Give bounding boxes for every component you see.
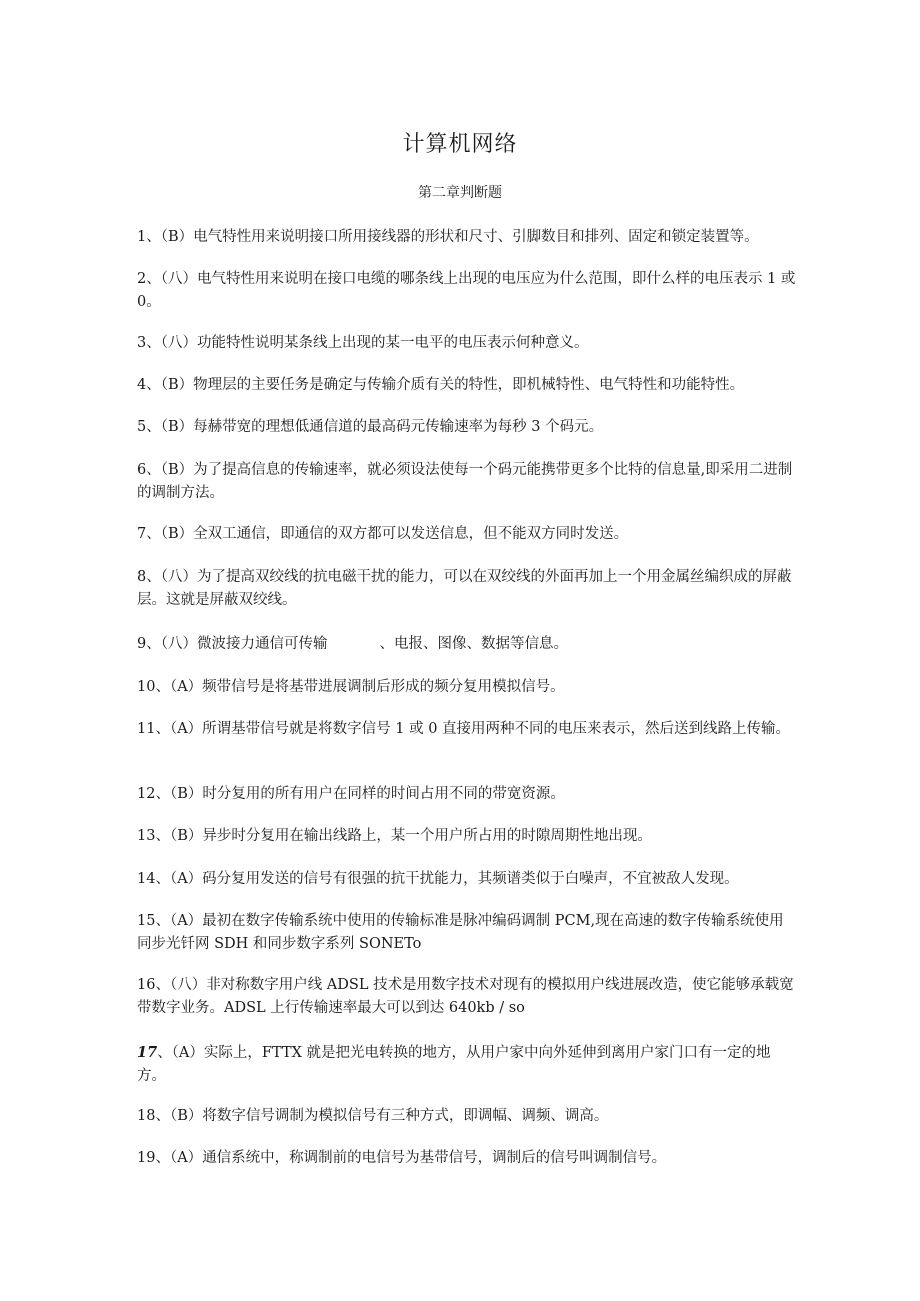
question-item [137, 268, 797, 314]
question-number: 4 [137, 377, 147, 393]
question-number: 10 [137, 679, 156, 695]
question-number: 12 [137, 786, 156, 802]
question-item [137, 783, 797, 806]
question-text: 、（B）为了提高信息的传输速率，就必须设法使每一个码元能携带更多个比特的信息量,即采用二进制的调制方法。 [137, 462, 793, 501]
question-number: 15 [137, 913, 156, 929]
question-item [137, 374, 797, 397]
question-number: 17 [137, 1044, 158, 1061]
question-number: 19 [137, 1150, 156, 1166]
question-text: 、（B）时分复用的所有用户在同样的时间占用不同的带宽资源。 [155, 786, 565, 802]
question-item [137, 416, 797, 439]
page-title: 计算机网络 [402, 132, 518, 157]
question-item [137, 868, 797, 891]
question-text: 、（A）最初在数字传输系统中使用的传输标准是脉冲编码调制 PCM,现在高速的数字传输系统使用同步光钎网 SDH 和同步数字系列 SONETo [137, 913, 784, 952]
question-item [137, 910, 797, 956]
question-number: 18 [137, 1108, 156, 1124]
chapter-subtitle: 第二章判断题 [418, 185, 502, 201]
question-number: 11 [137, 721, 156, 737]
question-text: 、（B）每赫带宽的理想低通信道的最高码元传输速率为每秒 3 个码元。 [146, 419, 604, 435]
question-number: 6 [137, 462, 147, 478]
question-number: 7 [137, 526, 147, 542]
question-item [137, 226, 797, 249]
question-text: 、（B）物理层的主要任务是确定与传输介质有关的特性，即机械特性、电气特性和功能特性。 [146, 377, 745, 393]
question-item [137, 1041, 797, 1088]
question-text: 、（A）频带信号是将基带进展调制后形成的频分复用模拟信号。 [155, 679, 565, 695]
question-item [137, 825, 797, 848]
question-text: 、（八）非对称数字用户线 ADSL 技术是用数字技术对现有的模拟用户线进展改造，使它能够承载宽带数字业务。ADSL 上行传输速率最大可以到达 640kb / so [137, 977, 794, 1016]
question-item [137, 459, 797, 505]
question-text: 、（八）电气特性用来说明在接口电缆的哪条线上出现的电压应为什么范围，即什么样的电压表示 1 或 0。 [137, 271, 796, 310]
question-text: 、（B）将数字信号调制为模拟信号有三种方式，即调幅、调频、调高。 [155, 1108, 609, 1124]
question-text: 、（B）电气特性用来说明接口所用接线器的形状和尺寸、引脚数目和排列、固定和锁定装置等。 [146, 229, 759, 245]
question-text: 、（八）微波接力通信可传输 [146, 636, 328, 652]
question-item [137, 332, 797, 355]
question-number: 8 [137, 569, 147, 585]
question-number: 14 [137, 871, 156, 887]
question-number: 9 [137, 636, 147, 652]
question-text: 、（A）所谓基带信号就是将数字信号 1 或 0 直接用两种不同的电压来表示，然后送到线路上传输。 [155, 721, 791, 737]
question-item [137, 523, 797, 546]
question-text: 、（八）功能特性说明某条线上出现的某一电平的电压表示何种意义。 [146, 335, 589, 351]
question-text-continued: 、电报、图像、数据等信息。 [379, 636, 568, 652]
question-text: 、（八）为了提高双绞线的抗电磁干扰的能力，可以在双绞线的外面再加上一个用金属丝编织成的屏蔽层。这就是屏蔽双绞线。 [137, 569, 792, 608]
question-item [137, 566, 797, 612]
question-item [137, 1147, 797, 1170]
question-number: 2 [137, 271, 147, 287]
question-number: 16 [137, 977, 156, 993]
question-text: 、（B）异步时分复用在输出线路上，某一个用户所占用的时隙周期性地出现。 [155, 828, 652, 844]
question-number: 1 [137, 229, 147, 245]
question-item [137, 676, 797, 699]
question-number: 3 [137, 335, 147, 351]
question-item [137, 1105, 797, 1128]
question-text: 、（A）码分复用发送的信号有很强的抗干扰能力，其频谱类似于白噪声，不宜被敌人发现。 [155, 871, 739, 887]
question-text: 、（B）全双工通信，即通信的双方都可以发送信息，但不能双方同时发送。 [146, 526, 629, 542]
question-item [137, 633, 797, 656]
question-item [137, 718, 797, 741]
question-number: 13 [137, 828, 156, 844]
question-text: 、（A）实际上，FTTX 就是把光电转换的地方，从用户家中向外延伸到离用户家门口有一定的地方。 [137, 1045, 771, 1084]
question-item [137, 974, 797, 1020]
question-number: 5 [137, 419, 147, 435]
question-text: 、（A）通信系统中，称调制前的电信号为基带信号，调制后的信号叫调制信号。 [155, 1150, 667, 1166]
